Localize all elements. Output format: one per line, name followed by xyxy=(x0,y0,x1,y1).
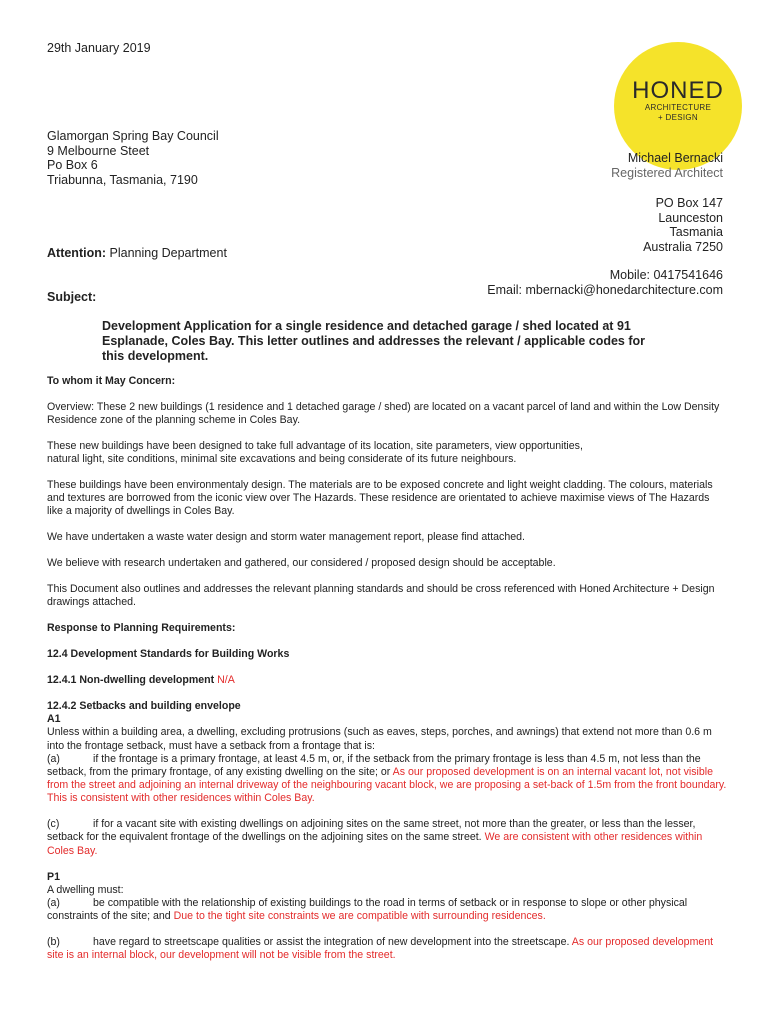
a1-c-response: We are consistent with other residences within Coles Bay. xyxy=(47,831,703,857)
wastewater-paragraph: We have undertaken a waste water design and storm water management report, please find attached. xyxy=(47,531,525,544)
p1-b-text: have regard to streetscape qualities or assist the integration of new development into the streetscape. xyxy=(93,936,570,949)
materials-paragraph: These buildings have been environmentaly design. The materials are to be exposed concrete and light weight cladding. The colours, materials and textures are borrowed from the iconic view over The Hazards. These residence are orientated to achieve maximise views of The Hazards like a majority of dwellings in Coles Bay. xyxy=(47,479,713,518)
p1-label: P1 xyxy=(47,870,60,883)
p1-a-label: (a) xyxy=(47,896,60,909)
recipient-street: 9 Melbourne Steet xyxy=(47,143,150,158)
section-12-4-heading: 12.4 Development Standards for Building Works xyxy=(47,648,290,661)
recipient-pobox: Po Box 6 xyxy=(47,158,98,173)
postal-country: Australia 7250 xyxy=(643,239,723,254)
a1-c-text: if for a vacant site with existing dwellings on adjoining sites on the same street, not more than the greater, or less than the lesser, setback for the equivalent frontage of the dwellings on the adjoining sites on the same street. xyxy=(47,818,696,844)
p1-intro: A dwelling must: xyxy=(47,883,124,896)
response-heading: Response to Planning Requirements: xyxy=(47,622,236,635)
a1-intro: Unless within a building area, a dwelling, excluding protrusions (such as eaves, steps, porches, and awnings) that extend not more than 0.6 m into the frontage setback, must have a setback from a frontage that is: xyxy=(47,726,712,752)
architect-title: Registered Architect xyxy=(611,165,723,180)
p1-clause xyxy=(47,871,727,924)
contact-mobile: Mobile: 0417541646 xyxy=(609,268,723,282)
a1-a-response: As our proposed development is on an internal vacant lot, not visible from the street and adjoining an internal driveway of the neighbouring vacant block, we are proposing a set-back of 1.5m from the front boundary. This is consistent with other residences within Coles Bay. xyxy=(47,765,727,805)
overview-paragraph: Overview: These 2 new buildings (1 residence and 1 detached garage / shed) are located on a vacant parcel of land and within the Low Density Residence zone of the planning scheme in Coles Bay. xyxy=(47,400,720,427)
attention-value: Planning Department xyxy=(109,246,227,260)
logo-wordmark: HONED xyxy=(632,77,724,104)
recipient-address xyxy=(47,129,219,187)
research-paragraph: We believe with research undertaken and gathered, our considered / proposed design should be acceptable. xyxy=(47,557,556,570)
contact-block xyxy=(487,268,723,297)
letter-body xyxy=(47,375,727,975)
postal-address xyxy=(643,196,723,254)
logo-subline-2: + DESIGN xyxy=(658,113,698,122)
a1-a-label: (a) xyxy=(47,752,60,765)
a1-a-text: if the frontage is a primary frontage, at least 4.5 m, or, if the setback from the primary frontage is less than 4.5 m, not less than the setback, from the primary frontage, of any existing dwelling on the site; or xyxy=(47,752,701,778)
salutation: To whom it May Concern: xyxy=(47,375,176,387)
design-line-2: natural light, site conditions, minimal site excavations and being considerate of its future neighbours. xyxy=(47,453,517,466)
section-12-4-1-response: N/A xyxy=(217,674,235,687)
p1-b-response: As our proposed development site is an internal block, our development will not be visible from the street. xyxy=(47,936,714,962)
p1-a-text: be compatible with the relationship of existing buildings to the road in terms of setback or in response to slope or other physical constraints of the site; and xyxy=(47,896,688,923)
postal-city: Launceston xyxy=(658,210,723,225)
attention-label: Attention: xyxy=(47,246,107,260)
architect-block xyxy=(611,151,723,180)
section-12-4-2 xyxy=(47,700,727,806)
section-12-4-2-heading: 12.4.2 Setbacks and building envelope xyxy=(47,699,241,712)
design-line-1: These new buildings have been designed to take full advantage of its location, site parameters, view opportunities, xyxy=(47,439,583,452)
section-12-4-1 xyxy=(47,674,727,687)
section-12-4-1-heading: 12.4.1 Non-dwelling development xyxy=(47,674,215,687)
p1-b-label: (b) xyxy=(47,936,60,949)
contact-email: Email: mbernacki@honedarchitecture.com xyxy=(487,282,723,297)
a1-c-clause xyxy=(47,818,727,858)
letter-date: 29th January 2019 xyxy=(47,41,151,55)
logo-subline-1: ARCHITECTURE xyxy=(644,103,712,112)
p1-a-response: Due to the tight site constraints we are compatible with surrounding residences. xyxy=(173,910,546,923)
architect-name: Michael Bernacki xyxy=(627,151,723,165)
postal-state: Tasmania xyxy=(669,225,723,240)
design-paragraph xyxy=(47,440,727,466)
recipient-town: Triabunna, Tasmania, 7190 xyxy=(47,172,198,187)
a1-label: A1 xyxy=(47,713,61,726)
postal-pobox: PO Box 147 xyxy=(655,196,723,210)
p1-b-clause xyxy=(47,936,727,962)
standards-paragraph: This Document also outlines and addresses the relevant planning standards and should be cross referenced with Honed Architecture + Design drawings attached. xyxy=(47,583,715,609)
subject-label: Subject: xyxy=(47,290,97,304)
subject-text: Development Application for a single residence and detached garage / shed located at 91 Esplanade, Coles Bay. This letter outlines and addresses the relevant / applicable codes for this development. xyxy=(102,319,645,363)
a1-c-label: (c) xyxy=(47,818,60,831)
recipient-name: Glamorgan Spring Bay Council xyxy=(47,129,219,143)
attention-line xyxy=(47,246,227,260)
